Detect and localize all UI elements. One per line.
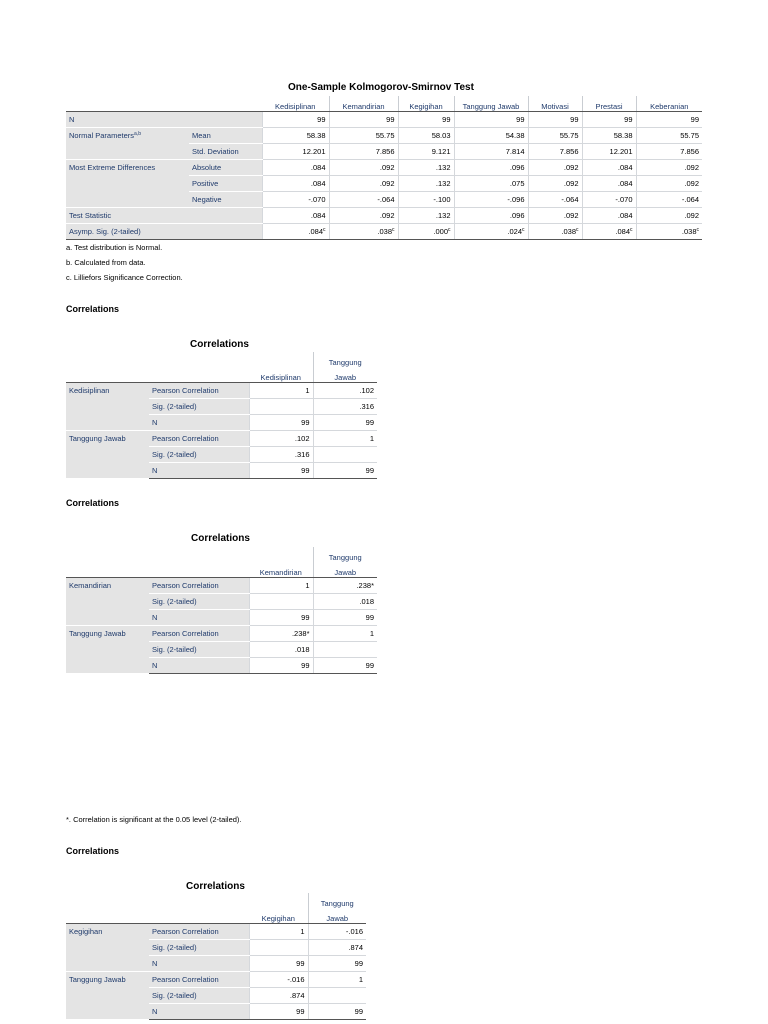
corr3-stat-label: N <box>149 956 249 972</box>
corr1-col1-header: Kedisiplinan <box>249 367 313 383</box>
ks-value-cell <box>528 160 582 176</box>
corr3-value-cell <box>249 940 308 956</box>
ks-value-cell <box>329 144 398 160</box>
ks-footnote-a: a. Test distribution is Normal. <box>66 243 163 252</box>
corr1-col2-header-line1: Tanggung <box>313 352 377 367</box>
corr1-row <box>66 383 377 399</box>
corr3-value-cell <box>308 988 366 1004</box>
ks-value-cell <box>329 160 398 176</box>
ks-value: 58.03 <box>431 131 451 140</box>
ks-value: 58.38 <box>306 131 326 140</box>
ks-value: .038 <box>561 227 576 236</box>
corr3-value-cell: 1 <box>308 972 366 988</box>
corr1-stat-label: Sig. (2-tailed) <box>149 399 249 415</box>
corr1-value-cell: .102 <box>313 383 377 399</box>
ks-column-header: Motivasi <box>528 96 582 112</box>
ks-column-header: Kegigihan <box>398 96 454 112</box>
ks-value-footnote-marker: c <box>392 227 395 233</box>
corr2-title: Correlations <box>191 533 250 544</box>
corr3-stat-label: Sig. (2-tailed) <box>149 988 249 1004</box>
corr2-variable-label: Kemandirian <box>66 578 149 626</box>
ks-row-group-label <box>66 112 262 128</box>
corr3-header-row-1 <box>66 893 366 908</box>
ks-row-group-text: Most Extreme Differences <box>69 163 156 172</box>
ks-value-cell <box>262 112 329 128</box>
ks-value-cell <box>398 160 454 176</box>
ks-column-header: Keberanian <box>636 96 702 112</box>
ks-value-footnote-marker: c <box>448 227 451 233</box>
ks-value: .084 <box>310 179 326 188</box>
ks-value-cell <box>528 192 582 208</box>
ks-value-cell <box>582 160 636 176</box>
ks-value-cell <box>636 112 702 128</box>
corr3-value-cell: -.016 <box>249 972 308 988</box>
ks-row-stat-label: Std. Deviation <box>189 144 262 160</box>
ks-row <box>66 112 702 128</box>
corr3-value-cell: .874 <box>249 988 308 1004</box>
ks-value-cell <box>454 128 528 144</box>
ks-footnote-b: b. Calculated from data. <box>66 258 146 267</box>
ks-value: 55.75 <box>680 131 699 140</box>
corr2-value-cell: .238* <box>249 626 313 642</box>
ks-value-footnote-marker: c <box>522 227 525 233</box>
ks-value-cell <box>454 176 528 192</box>
ks-value: 9.121 <box>431 147 451 156</box>
corr3-value-cell: 99 <box>308 1004 366 1020</box>
ks-value-cell <box>636 128 702 144</box>
corr3-value-cell: 99 <box>249 1004 308 1020</box>
ks-row <box>66 208 702 224</box>
ks-header-corner <box>66 96 262 112</box>
ks-row-stat-label: Mean <box>189 128 262 144</box>
corr1-row <box>66 431 377 447</box>
ks-value: 7.814 <box>505 147 525 156</box>
ks-value-footnote-marker: c <box>323 227 326 233</box>
ks-value-footnote-marker: c <box>576 227 579 233</box>
corr3-title: Correlations <box>186 881 245 892</box>
ks-row-group-label <box>66 208 262 224</box>
ks-value-cell <box>398 224 454 240</box>
ks-value-cell <box>636 192 702 208</box>
corr2-value-cell: 99 <box>313 610 377 626</box>
ks-value: .084 <box>617 163 633 172</box>
ks-value: 99 <box>624 115 633 124</box>
corr2-value-cell <box>313 642 377 658</box>
ks-row <box>66 160 702 176</box>
corr2-value-cell: 99 <box>249 658 313 674</box>
ks-value: .038 <box>681 227 697 236</box>
ks-value: 99 <box>690 115 699 124</box>
ks-row <box>66 128 702 144</box>
ks-value: .132 <box>435 211 451 220</box>
corr3-header-corner <box>66 893 249 924</box>
ks-row-stat-label: Positive <box>189 176 262 192</box>
ks-value: .024 <box>507 227 522 236</box>
ks-value-cell <box>636 144 702 160</box>
ks-column-header: Kemandirian <box>329 96 398 112</box>
corr3-value-cell: 99 <box>308 956 366 972</box>
ks-value-cell <box>262 224 329 240</box>
corr1-stat-label: Pearson Correlation <box>149 383 249 399</box>
ks-value-cell <box>528 144 582 160</box>
corr1-value-cell: .102 <box>249 431 313 447</box>
corr3-row <box>66 924 366 940</box>
ks-value: .092 <box>379 163 395 172</box>
corr1-col2-header-line2: Jawab <box>313 367 377 383</box>
ks-value: 12.201 <box>302 147 326 156</box>
corr1-value-cell <box>313 447 377 463</box>
ks-value-cell <box>262 128 329 144</box>
ks-value: .084 <box>310 163 326 172</box>
ks-value: -.064 <box>561 195 579 204</box>
corr2-value-cell: .018 <box>249 642 313 658</box>
ks-value: .092 <box>684 163 699 172</box>
ks-row <box>66 224 702 240</box>
corr2-value-cell: .018 <box>313 594 377 610</box>
ks-value-cell <box>454 112 528 128</box>
ks-value-cell <box>454 224 528 240</box>
corr3-row <box>66 972 366 988</box>
ks-row-group-text: N <box>69 115 75 124</box>
ks-value-cell <box>329 176 398 192</box>
ks-value: -.064 <box>681 195 699 204</box>
ks-value: .075 <box>509 179 525 188</box>
ks-value: .132 <box>435 163 451 172</box>
ks-value: 54.38 <box>505 131 525 140</box>
ks-row-group-label <box>66 128 189 160</box>
corr1-stat-label: Pearson Correlation <box>149 431 249 447</box>
ks-row-group-text: Asymp. Sig. (2-tailed) <box>69 227 141 236</box>
corr2-stat-label: N <box>149 610 249 626</box>
ks-value-cell <box>636 224 702 240</box>
ks-value: .096 <box>509 163 525 172</box>
ks-row-stat-label: Absolute <box>189 160 262 176</box>
ks-value-cell <box>329 128 398 144</box>
ks-value: 7.856 <box>680 147 699 156</box>
ks-value-cell <box>582 224 636 240</box>
corr2-stat-label: Sig. (2-tailed) <box>149 642 249 658</box>
corr2-table <box>66 547 377 674</box>
ks-value-cell <box>528 112 582 128</box>
corr3-stat-label: Sig. (2-tailed) <box>149 940 249 956</box>
ks-value: .092 <box>684 179 699 188</box>
corr2-value-cell: .238* <box>313 578 377 594</box>
corr2-section-heading: Correlations <box>66 498 120 508</box>
ks-value-cell <box>398 128 454 144</box>
ks-value-cell <box>582 128 636 144</box>
ks-group-footnote-marker: a,b <box>134 131 141 137</box>
ks-value: .000 <box>433 227 448 236</box>
corr2-col2-header-line2: Jawab <box>313 562 377 578</box>
corr1-value-cell: 99 <box>249 415 313 431</box>
ks-value: .096 <box>509 211 525 220</box>
ks-value: -.070 <box>308 195 326 204</box>
corr2-col1-header: Kemandirian <box>249 562 313 578</box>
corr1-stat-label: N <box>149 463 249 479</box>
ks-value-cell <box>454 144 528 160</box>
corr3-value-cell: .874 <box>308 940 366 956</box>
ks-value-cell <box>528 224 582 240</box>
ks-value: 12.201 <box>609 147 633 156</box>
corr3-stat-label: Pearson Correlation <box>149 924 249 940</box>
ks-value-cell <box>582 112 636 128</box>
corr1-col1-header-top <box>249 352 313 367</box>
ks-value-cell <box>329 112 398 128</box>
ks-value-cell <box>528 128 582 144</box>
ks-value-cell <box>582 176 636 192</box>
corr3-stat-label: Pearson Correlation <box>149 972 249 988</box>
ks-value: -.100 <box>433 195 451 204</box>
ks-value-cell <box>329 192 398 208</box>
ks-column-header: Prestasi <box>582 96 636 112</box>
corr3-col2-header-line2: Jawab <box>308 908 366 924</box>
ks-value: .038 <box>377 227 392 236</box>
corr1-table <box>66 352 377 479</box>
ks-value-cell <box>636 208 702 224</box>
corr2-value-cell <box>249 594 313 610</box>
corr1-variable-label: Tanggung Jawab <box>66 431 149 479</box>
ks-column-header: Tanggung Jawab <box>454 96 528 112</box>
corr2-stat-label: Pearson Correlation <box>149 578 249 594</box>
ks-value-cell <box>329 224 398 240</box>
corr3-stat-label: N <box>149 1004 249 1020</box>
ks-value: .092 <box>379 179 395 188</box>
ks-value-cell <box>454 192 528 208</box>
corr1-value-cell: 1 <box>249 383 313 399</box>
ks-value-cell <box>582 144 636 160</box>
corr3-table <box>66 893 366 1020</box>
ks-value-cell <box>262 144 329 160</box>
ks-footnote-c: c. Lilliefors Significance Correction. <box>66 273 183 282</box>
ks-value-footnote-marker: c <box>696 227 699 233</box>
ks-value-cell <box>454 160 528 176</box>
corr1-value-cell: 99 <box>313 463 377 479</box>
ks-row-group-label <box>66 224 262 240</box>
ks-value: .084 <box>617 179 633 188</box>
ks-value: .092 <box>563 211 579 220</box>
ks-value: 99 <box>442 115 451 124</box>
corr2-value-cell: 99 <box>249 610 313 626</box>
ks-value-cell <box>582 192 636 208</box>
ks-value: .092 <box>379 211 395 220</box>
ks-title: One-Sample Kolmogorov-Smirnov Test <box>288 82 474 93</box>
corr2-value-cell: 1 <box>313 626 377 642</box>
ks-value: .084 <box>310 211 326 220</box>
corr3-value-cell: 1 <box>249 924 308 940</box>
ks-value-cell <box>262 160 329 176</box>
ks-value: .084 <box>615 227 630 236</box>
corr2-col1-header-top <box>249 547 313 562</box>
ks-value-footnote-marker: c <box>630 227 633 233</box>
ks-value-cell <box>398 192 454 208</box>
ks-value: .092 <box>684 211 699 220</box>
corr1-stat-label: Sig. (2-tailed) <box>149 447 249 463</box>
corr1-value-cell: .316 <box>249 447 313 463</box>
ks-value-cell <box>262 192 329 208</box>
corr3-value-cell: -.016 <box>308 924 366 940</box>
ks-value-cell <box>528 176 582 192</box>
corr1-value-cell: 1 <box>313 431 377 447</box>
ks-header-row <box>66 96 702 112</box>
ks-value-cell <box>398 112 454 128</box>
corr3-col1-header-top <box>249 893 308 908</box>
ks-value: .092 <box>563 179 579 188</box>
corr2-footnote: *. Correlation is significant at the 0.05 level (2-tailed). <box>66 815 242 824</box>
ks-value-cell <box>398 176 454 192</box>
ks-row-group-label <box>66 160 189 208</box>
corr1-title: Correlations <box>190 339 249 350</box>
ks-value-cell <box>454 208 528 224</box>
corr1-section-heading: Correlations <box>66 304 120 314</box>
corr1-stat-label: N <box>149 415 249 431</box>
corr2-value-cell: 1 <box>249 578 313 594</box>
corr3-variable-label: Tanggung Jawab <box>66 972 149 1020</box>
ks-value-cell <box>262 208 329 224</box>
ks-value: -.070 <box>615 195 633 204</box>
ks-value-cell <box>329 208 398 224</box>
ks-column-header: Kedisiplinan <box>262 96 329 112</box>
corr2-stat-label: N <box>149 658 249 674</box>
corr3-value-cell: 99 <box>249 956 308 972</box>
ks-value-cell <box>528 208 582 224</box>
corr2-header-row-1 <box>66 547 377 562</box>
ks-value: 7.856 <box>559 147 579 156</box>
ks-value: 99 <box>516 115 525 124</box>
ks-value: 99 <box>386 115 395 124</box>
corr1-value-cell <box>249 399 313 415</box>
ks-value-cell <box>398 208 454 224</box>
ks-value-cell <box>262 176 329 192</box>
ks-value-cell <box>398 144 454 160</box>
ks-value: 58.38 <box>613 131 633 140</box>
corr2-stat-label: Pearson Correlation <box>149 626 249 642</box>
ks-value-cell <box>636 160 702 176</box>
ks-value: .092 <box>563 163 579 172</box>
ks-value: -.064 <box>377 195 395 204</box>
corr2-row <box>66 578 377 594</box>
ks-row-group-text: Normal Parameters <box>69 131 135 140</box>
corr3-col1-header: Kegigihan <box>249 908 308 924</box>
ks-value: -.096 <box>507 195 525 204</box>
corr2-variable-label: Tanggung Jawab <box>66 626 149 674</box>
ks-value: 55.75 <box>375 131 395 140</box>
ks-value: .084 <box>617 211 633 220</box>
ks-value: .132 <box>435 179 451 188</box>
corr3-section-heading: Correlations <box>66 846 120 856</box>
corr1-value-cell: 99 <box>249 463 313 479</box>
ks-value-cell <box>636 176 702 192</box>
corr2-value-cell: 99 <box>313 658 377 674</box>
ks-value: 55.75 <box>559 131 579 140</box>
ks-value: 99 <box>317 115 326 124</box>
corr1-value-cell: .316 <box>313 399 377 415</box>
corr2-header-corner <box>66 547 249 578</box>
corr1-header-row-1 <box>66 352 377 367</box>
ks-row-stat-label: Negative <box>189 192 262 208</box>
ks-row-group-text: Test Statistic <box>69 211 112 220</box>
corr3-col2-header-line1: Tanggung <box>308 893 366 908</box>
ks-value-cell <box>582 208 636 224</box>
ks-value: 7.856 <box>375 147 395 156</box>
corr1-header-corner <box>66 352 249 383</box>
corr1-variable-label: Kedisiplinan <box>66 383 149 431</box>
corr2-col2-header-line1: Tanggung <box>313 547 377 562</box>
ks-value: .084 <box>308 227 323 236</box>
corr2-row <box>66 626 377 642</box>
corr1-value-cell: 99 <box>313 415 377 431</box>
ks-value: 99 <box>570 115 579 124</box>
corr3-variable-label: Kegigihan <box>66 924 149 972</box>
ks-table <box>66 96 702 240</box>
corr2-stat-label: Sig. (2-tailed) <box>149 594 249 610</box>
